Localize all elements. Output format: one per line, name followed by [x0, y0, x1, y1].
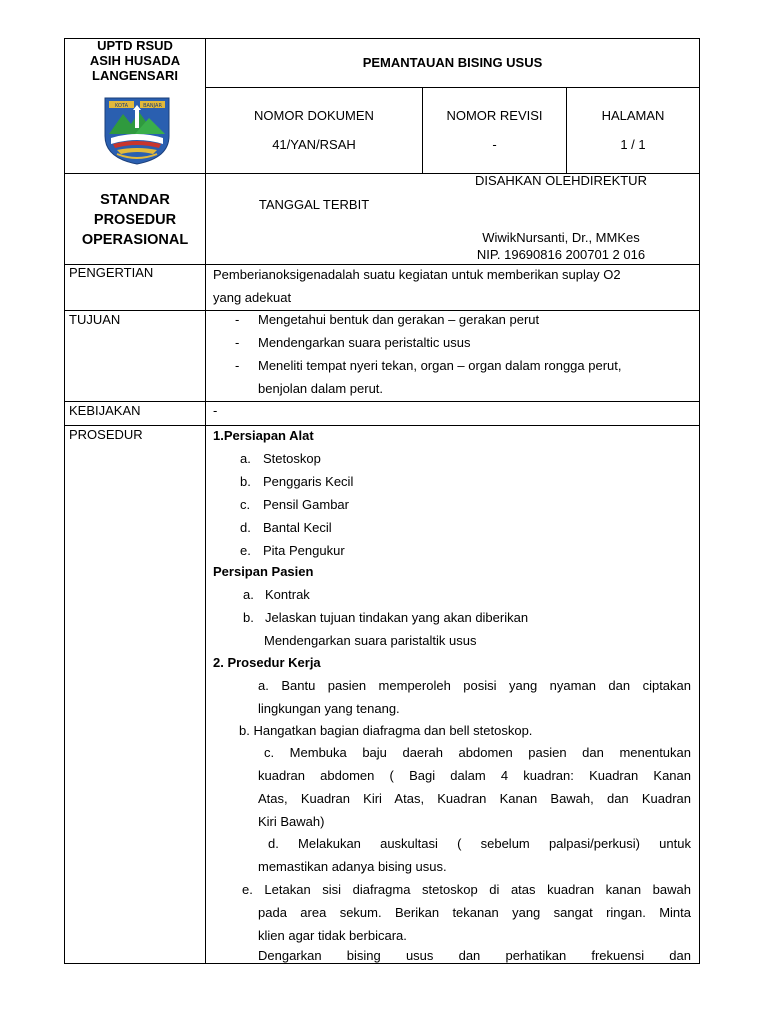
kerja-step-c-line: Kiri Bawah): [258, 814, 325, 829]
row-divider-prosedur: [64, 425, 700, 426]
kerja-step-d: [258, 832, 691, 878]
tujuan-item-text: Mendengarkan suara peristaltic usus: [258, 335, 471, 350]
pasien-marker: b.: [243, 610, 254, 625]
alat-text: Pensil Gambar: [263, 497, 349, 512]
tujuan-item: [213, 354, 693, 400]
kebijakan-value: -: [213, 403, 218, 418]
alat-item: [213, 493, 513, 516]
alat-item: [213, 470, 513, 493]
alat-text: Bantal Kecil: [263, 520, 332, 535]
pasien-text: Kontrak: [265, 587, 310, 602]
kerja-step-d-line: memastikan adanya bising usus.: [258, 859, 447, 874]
svg-text:BANJAR: BANJAR: [143, 103, 162, 109]
kerja-step-e: [242, 878, 691, 947]
table-border-left: [64, 38, 65, 964]
kerja-step-e-line: pada area sekum. Berikan tekanan yang sangat ringan. Minta: [258, 905, 691, 920]
tujuan-item-text: Mengetahui bentuk dan gerakan – gerakan perut: [258, 312, 540, 327]
alat-text: Penggaris Kecil: [263, 474, 354, 489]
sop-title-line: STANDAR: [100, 192, 170, 208]
column-divider-main: [205, 38, 206, 964]
pengertian-label: PENGERTIAN: [69, 265, 154, 280]
tujuan-item: [213, 331, 693, 354]
pasien-marker: a.: [243, 587, 254, 602]
alat-text: Stetoskop: [263, 451, 321, 466]
alat-marker: c.: [240, 497, 251, 512]
emblem-shield-icon: [99, 92, 175, 168]
alat-text: Pita Pengukur: [263, 543, 345, 558]
alat-marker: b.: [240, 474, 251, 489]
kerja-step-a-line: lingkungan yang tenang.: [258, 701, 400, 716]
pasien-item: [213, 583, 673, 606]
kerja-last-line-text: Dengarkan bising usus dan perhatikan frekuensi dan: [258, 948, 691, 963]
disahkan-label: DISAHKAN OLEHDIREKTUR: [475, 173, 647, 188]
tujuan-bullet: -: [235, 335, 240, 350]
pengertian-line: Pemberianoksigenadalah suatu kegiatan untuk memberikan suplay O2: [213, 267, 621, 282]
kerja-step-e-line: klien agar tidak berbicara.: [258, 928, 407, 943]
alat-item: [213, 516, 513, 539]
tujuan-item: [213, 308, 693, 331]
prosedur-label: PROSEDUR: [69, 427, 143, 442]
header-divider-title: [205, 87, 700, 88]
kerja-step-b: b. Hangatkan bagian diafragma dan bell stetoskop.: [239, 723, 533, 738]
kerja-step-e-line: e. Letakan sisi diafragma stetoskop di atas kuadran kanan bawah: [242, 882, 691, 897]
table-border-right: [699, 38, 700, 964]
nomor-dokumen-label: NOMOR DOKUMEN: [254, 108, 374, 123]
halaman-label: HALAMAN: [601, 108, 665, 123]
tanggal-terbit-label: TANGGAL TERBIT: [258, 197, 370, 212]
alat-marker: e.: [240, 543, 251, 558]
alat-marker: d.: [240, 520, 251, 535]
persiapan-alat-title: 1.Persiapan Alat: [213, 428, 314, 443]
sop-title: [66, 190, 204, 250]
kerja-step-c: [258, 741, 691, 833]
document-title: PEMANTAUAN BISING USUS: [362, 55, 543, 70]
tujuan-item-text: Meneliti tempat nyeri tekan, organ – organ dalam rongga perut,: [258, 358, 622, 373]
kerja-step-a-line: a. Bantu pasien memperoleh posisi yang nyaman dan ciptakan: [258, 678, 691, 693]
svg-text:KOTA: KOTA: [114, 103, 129, 109]
kerja-step-c-line: c. Membuka baju daerah abdomen pasien dan menentukan: [264, 745, 691, 760]
persiapan-pasien-title: Persipan Pasien: [213, 564, 314, 579]
regional-emblem-logo: [99, 92, 175, 168]
kerja-step-d-line: d. Melakukan auskultasi ( sebelum palpasi/perkusi) untuk: [268, 836, 691, 851]
org-name-line: ASIH HUSADA: [89, 53, 181, 68]
sop-title-line: PROSEDUR: [93, 212, 177, 228]
pasien-item: [213, 606, 673, 629]
pasien-text: Jelaskan tujuan tindakan yang akan diberikan: [265, 610, 529, 625]
nomor-dokumen-value: 41/YAN/RSAH: [272, 137, 356, 152]
pengertian-text: [213, 263, 621, 309]
org-name: [66, 38, 204, 83]
director-nip: NIP. 19690816 200701 2 016: [476, 247, 646, 262]
pasien-note: Mendengarkan suara paristaltik usus: [264, 633, 477, 648]
org-name-line: LANGENSARI: [92, 68, 178, 83]
kebijakan-label: KEBIJAKAN: [69, 403, 141, 418]
pasien-list: [213, 583, 673, 652]
tujuan-list: [213, 308, 693, 400]
row-divider-kebijakan: [64, 401, 700, 402]
alat-marker: a.: [240, 451, 251, 466]
pengertian-line: yang adekuat: [213, 290, 292, 305]
director-name: WiwikNursanti, Dr., MMKes: [482, 230, 640, 245]
tujuan-bullet: -: [235, 358, 240, 373]
tujuan-item-text: benjolan dalam perut.: [258, 381, 384, 396]
kerja-step-c-line: kuadran abdomen ( Bagi dalam 4 kuadran: Kuadran Kanan: [258, 768, 691, 783]
column-divider-halaman: [566, 87, 567, 174]
kerja-step-c-line: Atas, Kuadran Kiri Atas, Kuadran Kanan Bawah, dan Kuadran: [258, 791, 691, 806]
prosedur-kerja-title: 2. Prosedur Kerja: [213, 655, 321, 670]
nomor-revisi-value: -: [492, 137, 497, 152]
halaman-value: 1 / 1: [620, 137, 646, 152]
kerja-last-line: [258, 944, 691, 967]
alat-list: [213, 447, 513, 562]
tujuan-bullet: -: [235, 312, 240, 327]
org-name-line: UPTD RSUD: [97, 38, 173, 53]
nomor-revisi-label: NOMOR REVISI: [446, 108, 543, 123]
tujuan-label: TUJUAN: [69, 312, 121, 327]
sop-title-line: OPERASIONAL: [81, 232, 189, 248]
column-divider-revisi: [422, 87, 423, 174]
alat-item: [213, 447, 513, 470]
alat-item: [213, 539, 513, 562]
kerja-step-a: [258, 674, 691, 720]
